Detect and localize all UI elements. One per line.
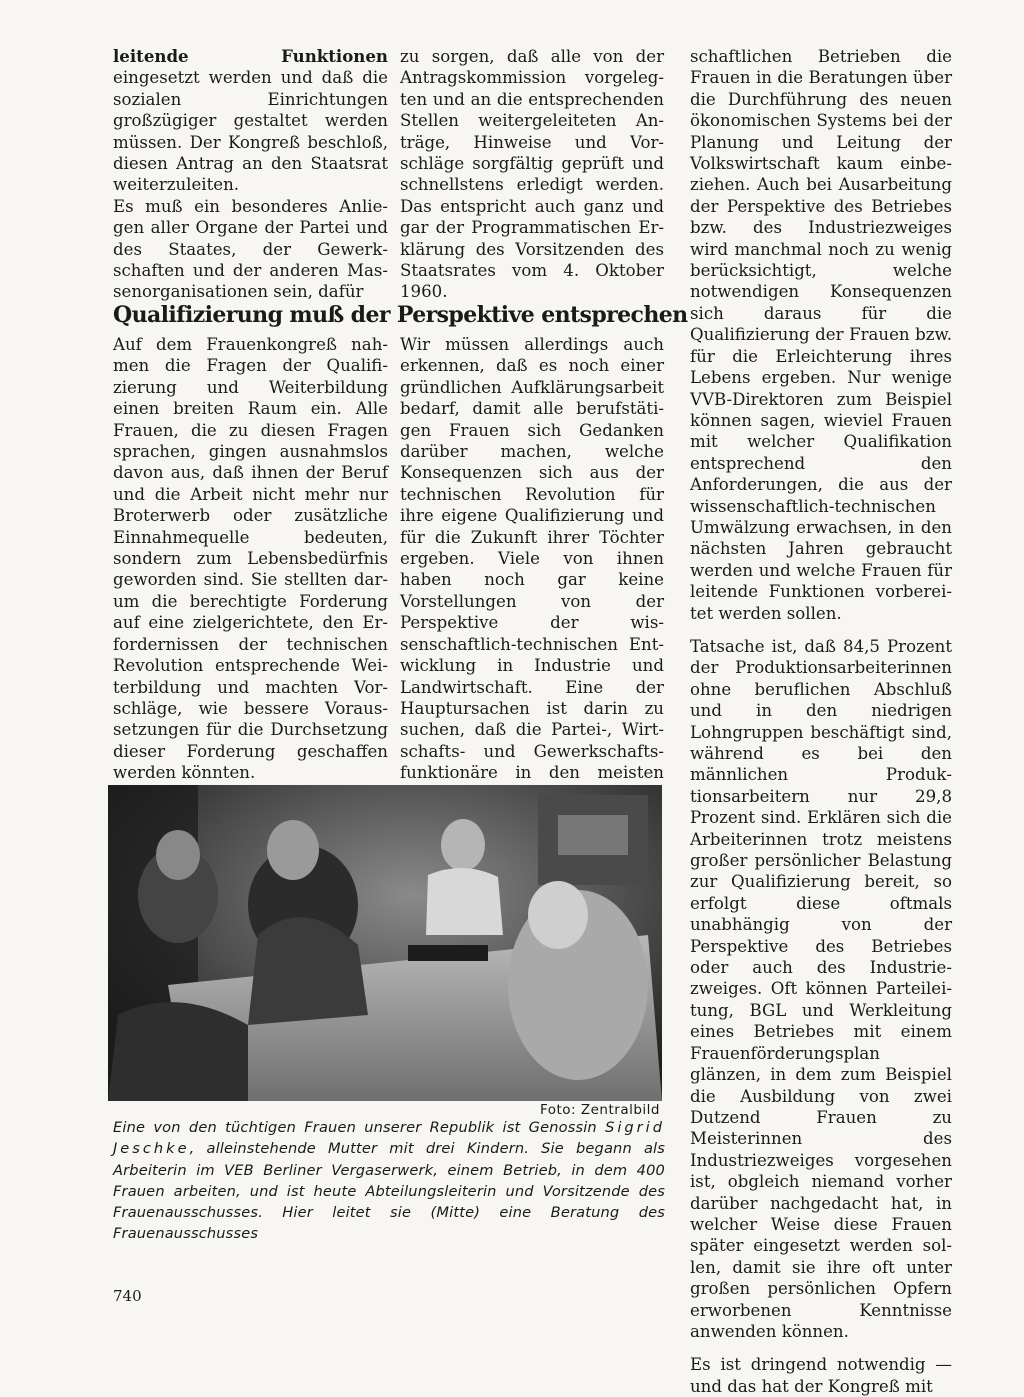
lead-bold-text: leitende Funktionen (113, 46, 388, 66)
photo-caption (113, 1117, 665, 1245)
paragraph-text: eingesetzt werden und daß die sozialen Einrichtungen großzügiger gestaltet werden müssen. Der Kongreß beschloß, diesen Antrag an den Staatsrat weiterzuleiten. (113, 68, 388, 195)
caption-person-name: Sigrid Jeschke (113, 1119, 665, 1158)
paragraph: Es ist dringend notwendig — und das hat der Kongreß mit (690, 1355, 952, 1396)
page-number: 740 (113, 1287, 142, 1305)
caption-text: , alleinstehende Mutter mit drei Kindern. Sie begann als Arbeiterin im VEB Berliner Vergaserwerk, einem Betrieb, in dem 400 Frauen arbeiten, und ist heute Abteilungsleiterin und Vorsitzende des Frauenausschusses. Hier leitet sie (Mitte) eine Beratung des Frauenausschusses (113, 1140, 665, 1243)
section-column-middle (400, 334, 664, 805)
section-column-left (113, 334, 388, 784)
top-column-middle (400, 46, 664, 303)
paragraph: Tatsache ist, daß 84,5 Prozent der Produktionsarbeiterinnen ohne beruflichen Abschluß und in den niedrigen Lohngruppen beschäftigt sind, während es bei den männlichen Produktionsarbeitern nur 29,8 Prozent sind. Erklären sich die Arbeiterinnen trotz meistens großer persönlicher Belastung zur Qualifizierung bereit, so erfolgt diese oftmals unabhängig von der Perspektive des Betriebes oder auch des Industriezweiges. Oft können Parteileitung, BGL und Werkleitung eines Betriebes mit einem Frauenförderungsplan glänzen, in dem zum Beispiel die Ausbildung von zwei Dutzend Frauen zu Meisterinnen des Industriezweiges vorgesehen ist, obgleich niemand vorher darüber nachgedacht hat, in welcher Weise diese Frauen später eingesetzt werden sollen, damit sie ihre oft unter großen persönlichen Opfern erworbenen Kenntnisse anwenden können. (690, 636, 952, 1341)
paragraph (113, 46, 388, 196)
paragraph: zu sorgen, daß alle von der Antragskommission vorgelegten und an die entsprechenden Stellen weitergeleiteten Anträge, Hinweise und Vorschläge sorgfältig geprüft und schnellstens erledigt werden. Das entspricht auch ganz und gar der Programmatischen Erklärung des Vorsitzenden des Staatsrates vom 4. Oktober 1960. (400, 47, 664, 302)
paragraph: Wir müssen allerdings auch erkennen, daß es noch einer gründlichen Aufklärungsarbeit bedarf, damit alle berufstätigen Frauen sich Gedanken darüber machen, welche Konsequenzen sich aus der technischen Revolution für ihre eigene Qualifizierung und für die Zukunft ihrer Töchter ergeben. Viele von ihnen haben noch gar keine Vorstellungen von der Perspektive der wissenschaftlich-technischen Entwicklung in Industrie und Landwirtschaft. Eine der Hauptursachen ist darin zu suchen, daß die Partei-, Wirtschafts- und Gewerkschaftsfunktionäre in den meisten (400, 335, 664, 783)
paragraph: Es muß ein besonderes Anliegen aller Organe der Partei und des Staates, der Gewerkschaften und der anderen Massenorganisationen sein, dafür (113, 196, 388, 302)
section-heading: Qualifizierung muß der Perspektive entsprechen (113, 302, 688, 328)
paragraph: Auf dem Frauenkongreß nahmen die Fragen der Qualifizierung und Weiterbildung einen breiten Raum ein. Alle Frauen, die zu diesen Fragen sprachen, gingen ausnahmslos davon aus, daß ihnen der Beruf und die Arbeit nicht mehr nur Broterwerb oder zusätzliche Einnahmequelle bedeuten, sondern zum Lebensbedürfnis geworden sind. Sie stellten darum die berechtigte Forderung auf eine zielgerichtete, den Erfordernissen der technischen Revolution entsprechende Weiterbildung und machten Vorschläge, wie bessere Voraussetzungen für die Durchsetzung dieser Forderung geschaffen werden könnten. (113, 335, 388, 783)
meeting-photo (108, 785, 662, 1101)
paragraph: schaftlichen Betrieben die Frauen in die Beratungen über die Durchführung des neuen ökonomischen Systems bei der Planung und Leitung der Volkswirtschaft kaum einbeziehen. Auch bei Ausarbeitung der Perspektive des Betriebes bzw. des Industriezweiges wird manchmal noch zu wenig berücksichtigt, welche notwendigen Konsequenzen sich daraus für die Qualifizierung der Frauen bzw. für die Erleichterung ihres Lebens ergeben. Nur wenige VVB-Direktoren zum Beispiel können sagen, wieviel Frauen mit welcher Qualifikation entsprechend den Anforderungen, die aus der wissenschaftlich-technischen Umwälzung erwachsen, in den nächsten Jahren gebraucht werden und welche Frauen für leitende Funktionen vorbereitet werden sollen. (690, 47, 952, 623)
right-column (690, 46, 952, 1397)
top-column-left (113, 46, 388, 303)
caption-text: Eine von den tüchtigen Frauen unserer Republik ist Genossin (113, 1119, 606, 1136)
photo-credit: Foto: Zentralbild (539, 1102, 660, 1118)
